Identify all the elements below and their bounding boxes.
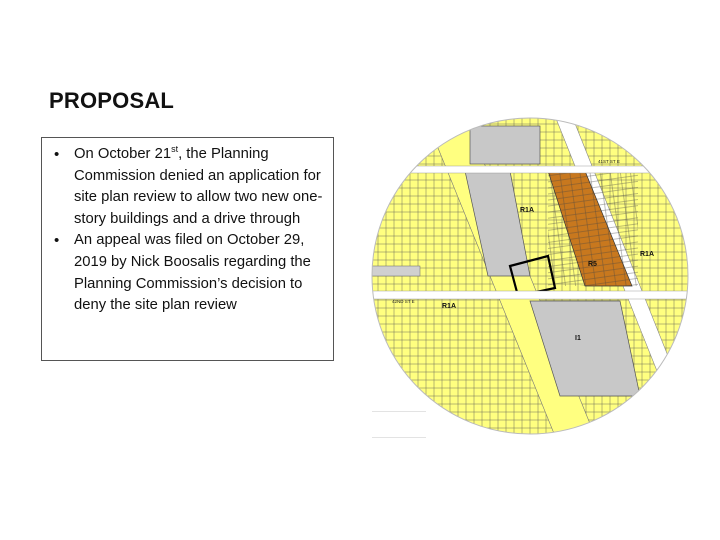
bullet-list xyxy=(42,138,333,317)
zone-label-i1: I1 xyxy=(575,335,581,342)
zone-label-r5: R5 xyxy=(588,261,597,268)
zone-label-r1a-east: R1A xyxy=(640,251,655,258)
orange-parcel-lines xyxy=(548,171,638,286)
bullet-item-denial xyxy=(52,144,323,230)
bullet-1-text-start: On October 21 xyxy=(74,146,172,162)
divider-line xyxy=(372,437,426,438)
zone-label-r1a-north: R1A xyxy=(520,207,535,214)
street-label-41st: 41ST ST E xyxy=(598,159,620,164)
gray-strip-west xyxy=(370,266,420,276)
street-label-42nd: 42ND ST E xyxy=(392,299,415,304)
bullet-1-text-end: , the Planning Commission denied an application for site plan review to allow two new one-story buildings and a drive through xyxy=(74,146,323,227)
divider-line xyxy=(372,411,426,412)
slide-title: PROPOSAL xyxy=(49,88,175,113)
bullet-dot-icon: • xyxy=(54,146,60,163)
bullet-item-appeal xyxy=(52,230,323,316)
bullet-1-superscript: st xyxy=(171,144,179,155)
street-42nd xyxy=(370,291,690,299)
bullet-text-box xyxy=(41,137,334,361)
gray-block-top xyxy=(470,126,540,164)
bullet-dot-icon: • xyxy=(54,232,60,250)
zoning-map xyxy=(370,116,690,436)
street-41st xyxy=(370,166,690,173)
bullet-2-text: An appeal was filed on October 29, 2019 by Nick Boosalis regarding the Planning Commission’s decision to deny the site plan review xyxy=(74,232,311,314)
zone-label-r1a-west: R1A xyxy=(442,303,457,310)
